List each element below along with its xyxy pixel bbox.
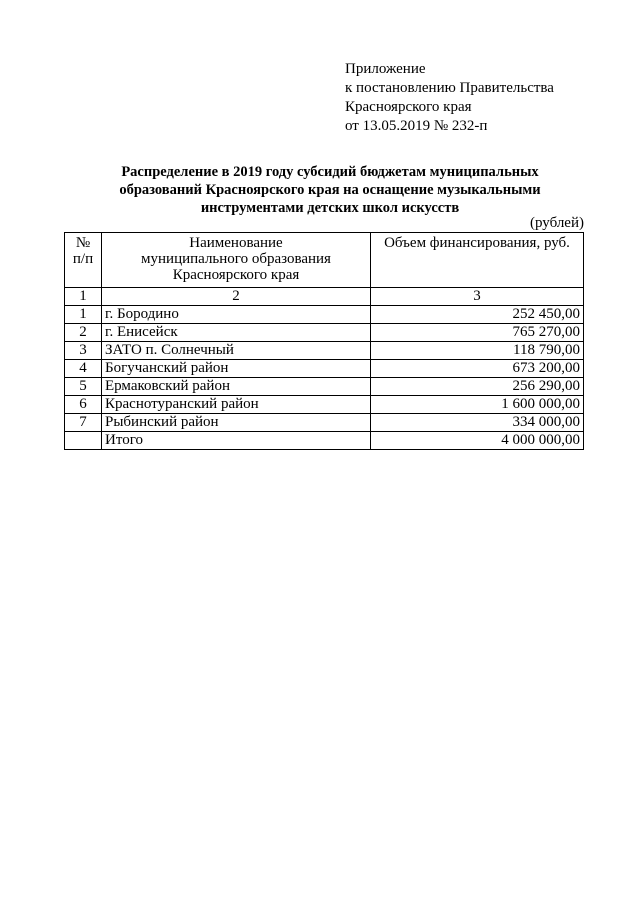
- row-amount: 256 290,00: [371, 378, 584, 396]
- header-number-line-2: п/п: [72, 251, 94, 267]
- table-row: [65, 378, 584, 396]
- row-name: ЗАТО п. Солнечный: [102, 342, 371, 360]
- title-line-3: инструментами детских школ искусств: [200, 200, 460, 216]
- document-title: [70, 163, 590, 217]
- appendix-line-3: Красноярского края: [345, 99, 472, 115]
- title-line-2: образований Красноярского края на оснащение музыкальными: [119, 182, 541, 198]
- row-number: 2: [65, 324, 102, 342]
- table-row: [65, 360, 584, 378]
- column-index-cell: 1: [65, 288, 102, 306]
- table-header-row: [65, 233, 584, 288]
- table-row: [65, 306, 584, 324]
- header-name: [102, 233, 371, 288]
- total-row: [65, 432, 584, 450]
- total-label: Итого: [102, 432, 371, 450]
- units-label: (рублей): [529, 215, 584, 231]
- row-amount: 334 000,00: [371, 414, 584, 432]
- table-row: [65, 396, 584, 414]
- row-name: Богучанский район: [102, 360, 371, 378]
- column-index-cell: 3: [371, 288, 584, 306]
- table-row: [65, 342, 584, 360]
- column-index-row: [65, 288, 584, 306]
- appendix-line-4: от 13.05.2019 № 232-п: [345, 118, 488, 134]
- header-number: [65, 233, 102, 288]
- row-amount: 252 450,00: [371, 306, 584, 324]
- row-number: 5: [65, 378, 102, 396]
- column-index-cell: 2: [102, 288, 371, 306]
- total-amount: 4 000 000,00: [371, 432, 584, 450]
- appendix-block: [345, 60, 554, 136]
- row-name: Рыбинский район: [102, 414, 371, 432]
- total-number-cell: [65, 432, 102, 450]
- row-name: г. Бородино: [102, 306, 371, 324]
- row-name: г. Енисейск: [102, 324, 371, 342]
- appendix-line-1: Приложение: [345, 61, 426, 77]
- header-name-line-3: Красноярского края: [172, 267, 300, 283]
- header-name-line-2: муниципального образования: [141, 251, 331, 267]
- header-name-line-1: Наименование: [189, 235, 283, 251]
- appendix-line-2: к постановлению Правительства: [345, 80, 554, 96]
- header-amount: [371, 233, 584, 288]
- row-name: Ермаковский район: [102, 378, 371, 396]
- row-number: 6: [65, 396, 102, 414]
- header-number-line-1: №: [75, 235, 91, 251]
- row-number: 7: [65, 414, 102, 432]
- row-number: 4: [65, 360, 102, 378]
- row-amount: 118 790,00: [371, 342, 584, 360]
- title-line-1: Распределение в 2019 году субсидий бюджетам муниципальных: [121, 164, 539, 180]
- table-row: [65, 414, 584, 432]
- distribution-table: [64, 232, 584, 450]
- row-amount: 673 200,00: [371, 360, 584, 378]
- table-row: [65, 324, 584, 342]
- row-number: 3: [65, 342, 102, 360]
- row-number: 1: [65, 306, 102, 324]
- row-amount: 1 600 000,00: [371, 396, 584, 414]
- header-amount-text: Объем финансирования, руб.: [384, 235, 570, 251]
- row-name: Краснотуранский район: [102, 396, 371, 414]
- row-amount: 765 270,00: [371, 324, 584, 342]
